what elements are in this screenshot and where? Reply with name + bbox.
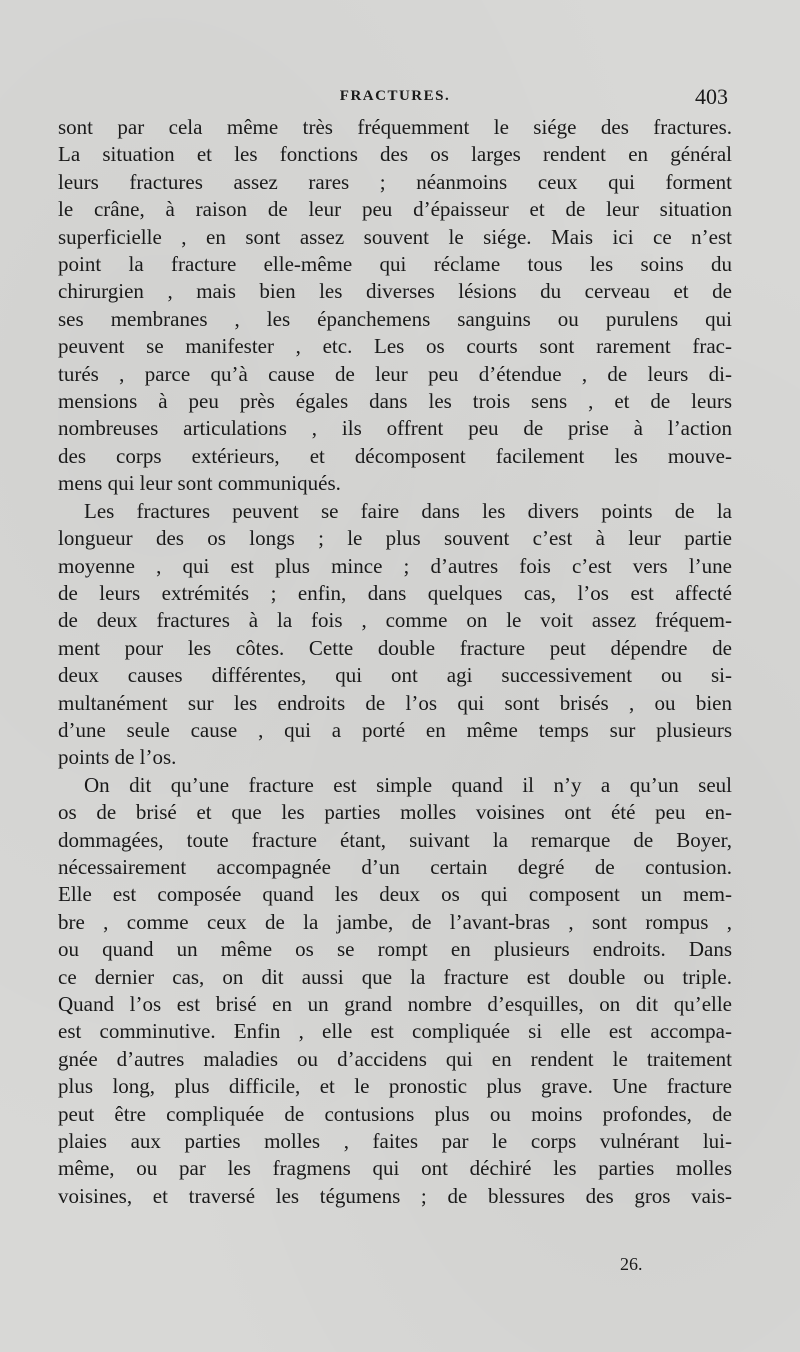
text-line: ses membranes , les épanchemens sanguins ou purulens qui	[58, 306, 732, 331]
text-line: superficielle , en sont assez souvent le siége. Mais ici ce n’est	[58, 224, 732, 249]
text-line: dommagées, toute fracture étant, suivant la remarque de Boyer,	[58, 827, 732, 852]
text-line: deux causes différentes, qui ont agi successivement ou si-	[58, 663, 732, 688]
book-page	[58, 84, 732, 1210]
text-line: voisines, et traversé les tégumens ; de blessures des gros vais-	[58, 1183, 732, 1208]
text-line: nombreuses articulations , ils offrent peu de prise à l’action	[58, 416, 732, 441]
text-line: longueur des os longs ; le plus souvent c’est à leur partie	[58, 526, 732, 551]
text-line: de deux fractures à la fois , comme on le voit assez fréquem-	[58, 608, 732, 633]
text-line: plus long, plus difficile, et le pronostic plus grave. Une fracture	[58, 1074, 732, 1099]
text-line: ce dernier cas, on dit aussi que la fracture est double ou triple.	[58, 964, 732, 989]
text-line: le crâne, à raison de leur peu d’épaisseur et de leur situation	[58, 197, 732, 222]
text-line: d’une seule cause , qui a porté en même temps sur plusieurs	[58, 717, 732, 742]
text-line: points de l’os.	[58, 745, 177, 770]
running-title: FRACTURES.	[339, 88, 451, 104]
text-line: de leurs extrémités ; enfin, dans quelques cas, l’os est affecté	[58, 580, 732, 605]
text-line: ment pour les côtes. Cette double fracture peut dépendre de	[58, 635, 732, 660]
text-line: multanément sur les endroits de l’os qui sont brisés , ou bien	[58, 690, 732, 715]
text-line: leurs fractures assez rares ; néanmoins ceux qui forment	[58, 169, 732, 194]
text-line: peuvent se manifester , etc. Les os courts sont rarement frac-	[58, 334, 732, 359]
text-line: os de brisé et que les parties molles voisines ont été peu en-	[58, 800, 732, 825]
text-line: On dit qu’une fracture est simple quand il n’y a qu’un seul	[84, 772, 732, 797]
text-line: Quand l’os est brisé en un grand nombre d’esquilles, on dit qu’elle	[58, 992, 732, 1016]
text-line: plaies aux parties molles , faites par le corps vulnérant lui-	[58, 1129, 732, 1154]
text-line: nécessairement accompagnée d’un certain degré de contusion.	[58, 854, 732, 879]
text-line: chirurgien , mais bien les diverses lésions du cerveau et de	[58, 279, 732, 304]
text-line: point la fracture elle-même qui réclame tous les soins du	[58, 252, 732, 277]
text-line: bre , comme ceux de la jambe, de l’avant-bras , sont rompus ,	[58, 909, 732, 934]
text-line: moyenne , qui est plus mince ; d’autres fois c’est vers l’une	[58, 553, 732, 578]
text-line: sont par cela même très fréquemment le siége des fractures.	[58, 115, 732, 139]
page-number: 403	[695, 84, 728, 109]
text-line: gnée d’autres maladies ou d’accidens qui en rendent le traitement	[58, 1046, 732, 1071]
text-line: même, ou par les fragmens qui ont déchiré les parties molles	[58, 1156, 732, 1181]
text-line: mensions à peu près égales dans les trois sens , et de leurs	[58, 389, 732, 414]
text-line: Elle est composée quand les deux os qui composent un mem-	[58, 882, 732, 907]
text-line: La situation et les fonctions des os larges rendent en général	[58, 142, 732, 167]
text-line: des corps extérieurs, et décomposent facilement les mouve-	[58, 443, 732, 468]
signature-mark: 26.	[620, 1254, 643, 1274]
text-line: est comminutive. Enfin , elle est compliquée si elle est accompa-	[58, 1019, 732, 1044]
text-line: peut être compliquée de contusions plus ou moins profondes, de	[58, 1101, 732, 1126]
text-line: Les fractures peuvent se faire dans les divers points de la	[84, 498, 732, 523]
text-line: turés , parce qu’à cause de leur peu d’étendue , de leurs di-	[58, 361, 732, 386]
text-line: mens qui leur sont communiqués.	[58, 471, 341, 496]
running-head	[58, 84, 732, 114]
text-line: ou quand un même os se rompt en plusieurs endroits. Dans	[58, 937, 732, 962]
body-text	[58, 114, 732, 1210]
